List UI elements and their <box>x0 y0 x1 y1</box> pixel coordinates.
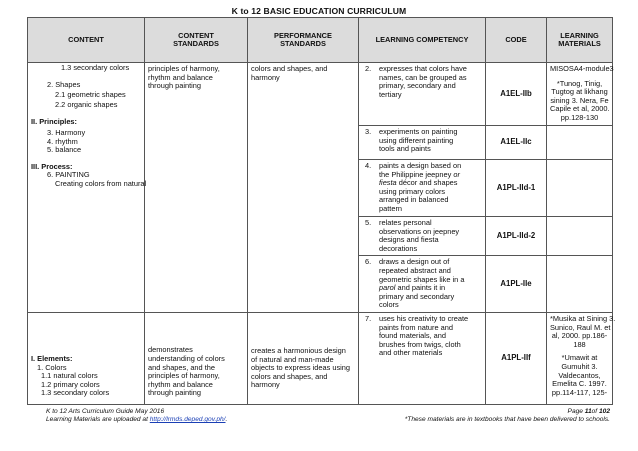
header-learning-competency: LEARNING COMPETENCY <box>359 18 486 63</box>
competency-cell-3: 3. experiments on painting using different painting tools and paints <box>359 126 486 160</box>
footer-guide-title: K to 12 Arts Curriculum Guide May 2016 <box>46 408 165 415</box>
document-title: K to 12 BASIC EDUCATION CURRICULUM <box>231 6 407 16</box>
materials-cell-4 <box>547 160 613 217</box>
code-cell-3: A1EL-IIc <box>486 126 547 160</box>
header-content-standards: CONTENT STANDARDS <box>145 18 248 63</box>
content-cell-2: I. Elements: 1. Colors 1.1 natural colors 1.2 primary colors 1.3 secondary colors <box>28 312 145 404</box>
footer-textbook-note: *These materials are in textbooks that have been delivered to schools. <box>404 416 610 423</box>
code-cell-7: A1PL-IIf <box>486 312 547 404</box>
code-cell-2: A1EL-IIb <box>486 63 547 126</box>
footer-upload-note: Learning Materials are uploaded at http://lrmds.deped.gov.ph/. <box>46 416 228 423</box>
competency-cell-7: 7. uses his creativity to create paints from nature and found materials, and brushes from twigs, cloth and other materials <box>359 312 486 404</box>
table-row <box>28 312 613 404</box>
content-standards-cell-2: demonstrates understanding of colors and shapes, and the principles of harmony, rhythm and balance through painting <box>145 312 248 404</box>
footer-right <box>405 408 610 424</box>
header-row <box>28 18 613 63</box>
header-performance-standards: PERFORMANCE STANDARDS <box>248 18 359 63</box>
materials-cell-7: *Musika at Sining 3. Sunico, Raul M. et al, 2000. pp.186- 188 *Umawit at Gumuhit 3. Valdecantos, Emelita C. 1997. pp.114-117, 125- <box>547 312 613 404</box>
competency-cell-4: 4. paints a design based on the Philippine jeepney or fiesta décor and shapes using primary colors arranged in balanced pattern <box>359 160 486 217</box>
performance-standards-cell-1: colors and shapes, and harmony <box>248 63 359 313</box>
header-learning-materials: LEARNING MATERIALS <box>547 18 613 63</box>
table-row <box>28 63 613 126</box>
header-code: CODE <box>486 18 547 63</box>
curriculum-table <box>27 17 616 405</box>
page-number: Page 11of 102 <box>567 408 610 415</box>
code-cell-5: A1PL-IId-2 <box>486 217 547 256</box>
competency-cell-5: 5. relates personal observations on jeepney designs and fiesta decorations <box>359 217 486 256</box>
content-cell-1: 1.3 secondary colors 2. Shapes 2.1 geometric shapes 2.2 organic shapes II. Principles: 3. Harmony 4. rhythm 5. balance III. Process: 6. PAINTING Creating colors from natural <box>28 63 145 313</box>
performance-standards-cell-2: creates a harmonious design of natural and man-made objects to express ideas using colors and shapes, and harmony <box>248 312 359 404</box>
lrmds-link[interactable]: http://lrmds.deped.gov.ph/ <box>149 416 226 423</box>
code-cell-6: A1PL-IIe <box>486 256 547 313</box>
header-content: CONTENT <box>28 18 145 63</box>
materials-cell-2: MISOSA4-module3 *Tunog, Tinig, Tugtog at likhang sining 3. Nera, Fe Capile et al, 2000. pp.128-130 <box>547 63 613 126</box>
competency-cell-6: 6. draws a design out of repeated abstract and geometric shapes like in a parol and paints it in primary and secondary colors <box>359 256 486 313</box>
footer-left <box>46 408 227 424</box>
content-standards-cell-1: principles of harmony, rhythm and balance through painting <box>145 63 248 313</box>
materials-cell-3 <box>547 126 613 160</box>
code-cell-4: A1PL-IId-1 <box>486 160 547 217</box>
materials-cell-6 <box>547 256 613 313</box>
competency-cell-2: 2. expresses that colors have names, can be grouped as primary, secondary and tertiary <box>359 63 486 126</box>
materials-cell-5 <box>547 217 613 256</box>
